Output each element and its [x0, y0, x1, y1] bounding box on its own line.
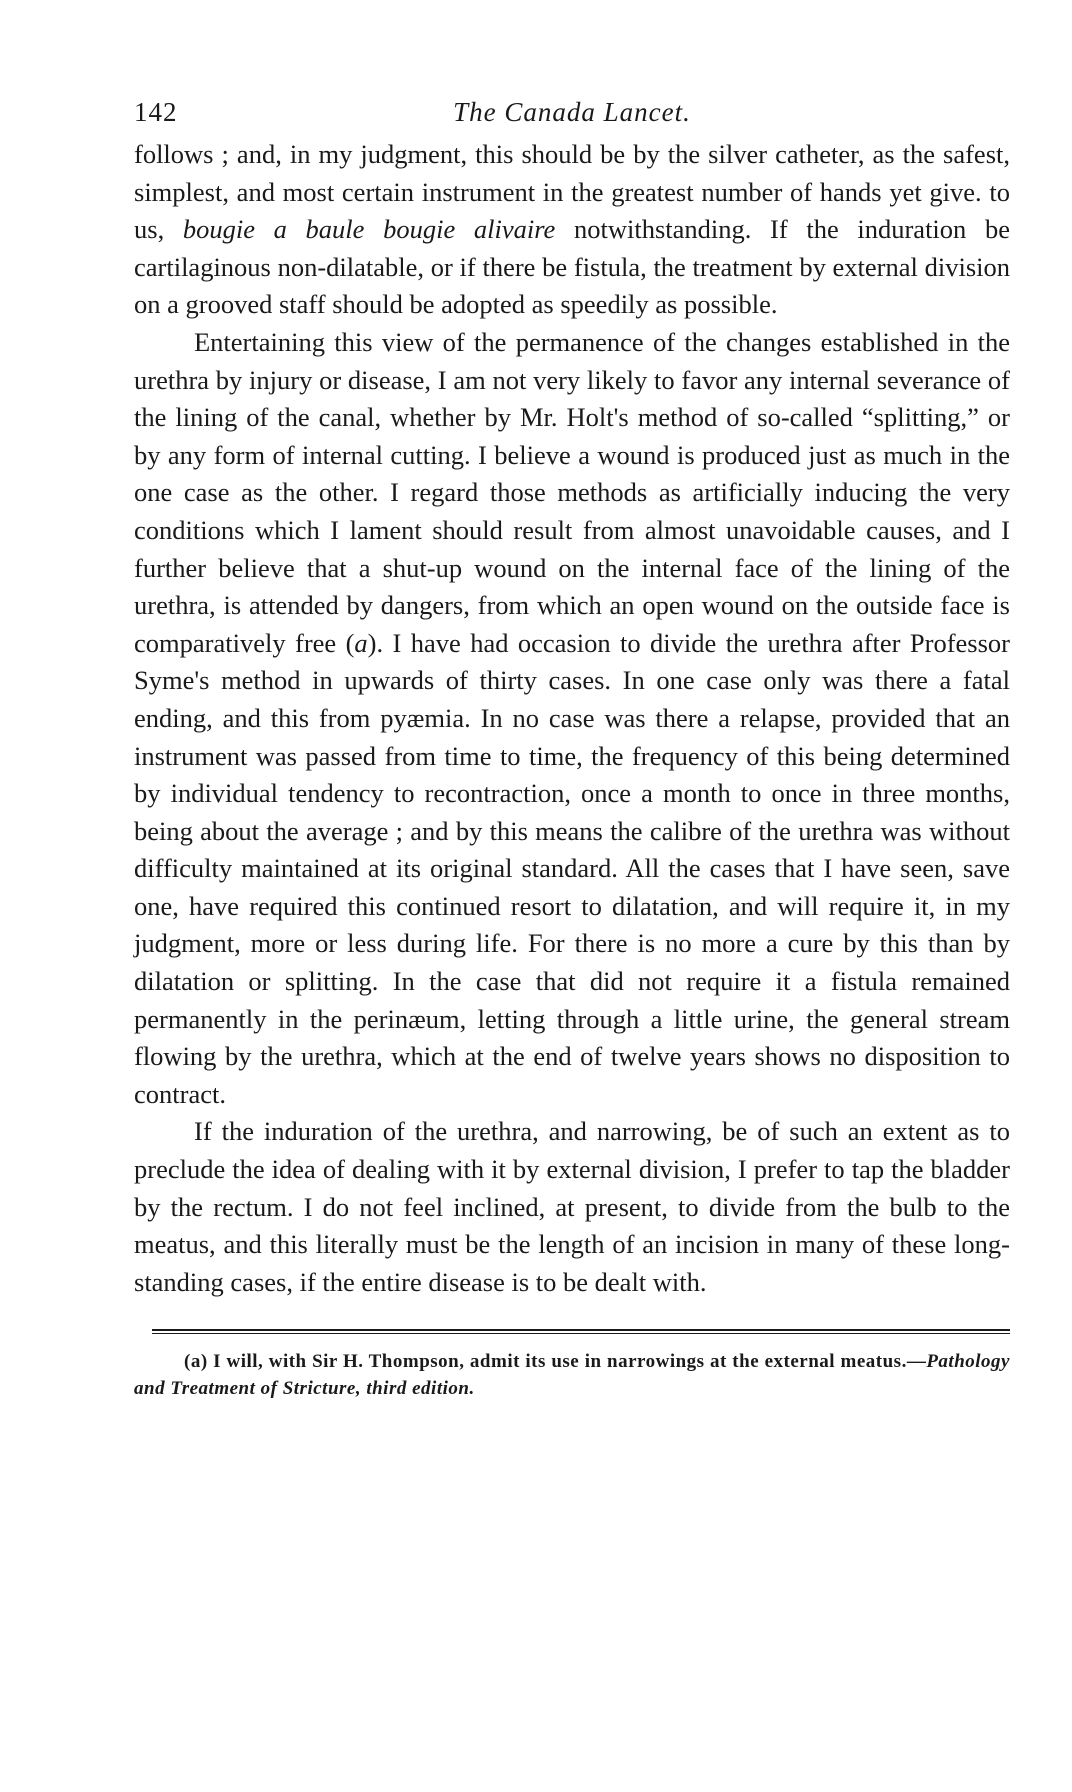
paragraph-2-text-end: ). I have had occasion to divide the urethra after Professor Syme's method in upwards of thirty cases. In one case only was there a fatal ending, and this from pyæmia. In no case was there a relapse, provided that an instrument was passed from time to time, the frequency of this being determined by individual tendency to recontraction, once a month to once in three months, being about the average ; and by this means the calibre of the urethra was without difficulty maintained at its original standard. All the cases that I have seen, save one, have required this continued resort to dilatation, and will require it, in my judgment, more or less during life. For there is no more a cure by this than by dilatation or splitting. In the case that did not require it a fistula remained permanently in the perinæum, letting through a little urine, the general stream flowing by the urethra, which at the end of twelve years shows no disposition to contract. — [134, 627, 1010, 1109]
paragraph-1-italic: bougie a baule bougie alivaire — [182, 214, 556, 245]
running-head — [134, 88, 1010, 136]
body-text — [134, 136, 1010, 1301]
footnote-text: (a) I will, with Sir H. Thompson, admit its use in narrowings at the external meatus.— — [184, 1351, 927, 1373]
page-number: 142 — [134, 97, 178, 127]
paragraph-1-text-end: notwithstanding. If the induration be cartilaginous non-dilatable, or if there be fistula, the treatment by external division on a grooved staff should be adopted as speedily as possible. — [134, 214, 1010, 320]
page — [134, 88, 1010, 1402]
footnote-reference: a — [354, 627, 368, 658]
footnote — [134, 1348, 1010, 1402]
journal-title: The Canada Lancet. — [453, 97, 691, 127]
footnote-divider — [152, 1329, 1010, 1334]
paragraph-1-text: follows ; and, in my judgment, this should be by the silver catheter, as the safest, simplest, and most certain instrument in the greatest number of hands yet give. to us, — [134, 139, 1010, 245]
paragraph-3: If the induration of the urethra, and narrowing, be of such an extent as to preclude the idea of dealing with it by external division, I prefer to tap the bladder by the rectum. I do not feel inclined, at present, to divide from the bulb to the meatus, and this literally must be the length of an incision in many of these long-standing cases, if the entire disease is to be dealt with. — [134, 1116, 1010, 1297]
paragraph-2-text: Entertaining this view of the permanence of the changes established in the urethra by injury or disease, I am not very likely to favor any internal severance of the lining of the canal, whether by Mr. Holt's method of so-called “splitting,” or by any form of internal cutting. I believe a wound is produced just as much in the one case as the other. I regard those methods as artificially inducing the very conditions which I lament should result from almost unavoidable causes, and I further believe that a shut-up wound on the internal face of the lining of the urethra, is attended by dangers, from which an open wound on the outside face is comparatively free ( — [134, 326, 1010, 658]
footnote-citation: Pathology and Treatment of Stricture, third edition. — [134, 1351, 1010, 1400]
paragraph-1 — [134, 136, 1010, 324]
paragraph-2 — [134, 324, 1010, 1113]
